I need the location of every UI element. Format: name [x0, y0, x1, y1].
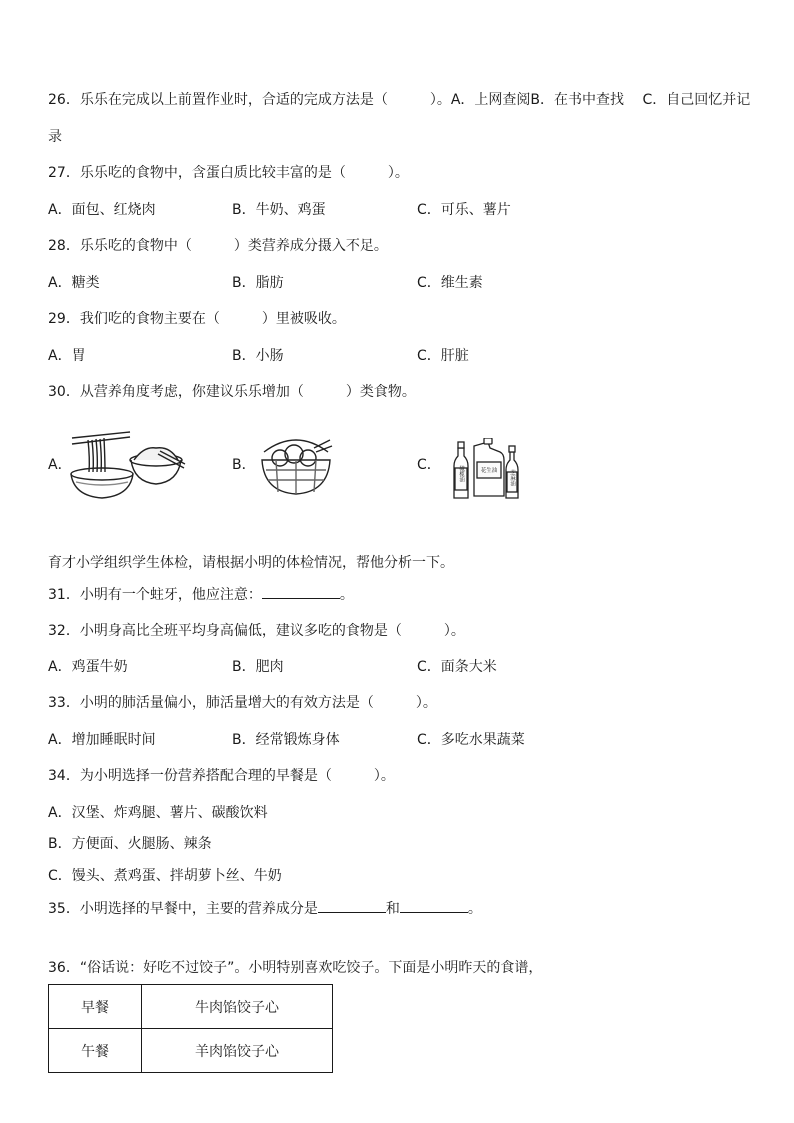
table-row	[49, 985, 333, 1029]
q35-and: 和	[385, 901, 400, 917]
sesame-oil-label: 芝麻油	[509, 469, 515, 487]
olive-oil-label: 橄榄油	[458, 465, 464, 483]
q30-option-b: B．	[232, 457, 256, 473]
q32-stem: 32．小明身高比全班平均身高偏低，建议多吃的食物是（ ）。	[48, 623, 465, 639]
health-check-intro: 育才小学组织学生体检，请根据小明的体检情况，帮他分析一下。	[48, 555, 454, 571]
q31-answer-blank[interactable]	[262, 584, 340, 599]
peanut-oil-label: 花生油	[480, 468, 498, 474]
q32-option-c: C．面条大米	[417, 659, 497, 675]
q31-stem	[48, 584, 354, 605]
q28-option-c: C．维生素	[417, 275, 483, 291]
q34-option-b: B．方便面、火腿肠、辣条	[48, 836, 212, 852]
meal-food: 牛肉馅饺子心	[142, 985, 333, 1029]
q30-option-c: C．	[417, 457, 441, 473]
q27-option-b: B．牛奶、鸡蛋	[232, 202, 326, 218]
meal-name: 早餐	[49, 985, 142, 1029]
q27-option-a: A．面包、红烧肉	[48, 202, 156, 218]
meal-name: 午餐	[49, 1029, 142, 1073]
q32-option-a: A．鸡蛋牛奶	[48, 659, 128, 675]
q29-option-a: A．胃	[48, 348, 86, 364]
q35-stem	[48, 898, 482, 919]
q33-stem: 33．小明的肺活量偏小，肺活量增大的有效方法是（ ）。	[48, 695, 437, 711]
menu-table	[48, 984, 333, 1073]
q34-option-c: C．馒头、煮鸡蛋、拌胡萝卜丝、牛奶	[48, 868, 282, 884]
q29-stem: 29．我们吃的食物主要在（ ）里被吸收。	[48, 311, 346, 327]
q28-option-a: A．糖类	[48, 275, 100, 291]
vegetable-basket-icon	[256, 426, 336, 498]
oil-bottles-icon	[448, 438, 528, 500]
q34-option-a: A．汉堡、炸鸡腿、薯片、碳酸饮料	[48, 805, 268, 821]
q33-option-a: A．增加睡眠时间	[48, 732, 156, 748]
q31-text: 31．小明有一个蛀牙，他应注意：	[48, 587, 262, 603]
q35-answer-blank-1[interactable]	[318, 898, 386, 913]
q30-stem: 30．从营养角度考虑，你建议乐乐增加（ ）类食物。	[48, 384, 416, 400]
q33-option-c: C．多吃水果蔬菜	[417, 732, 525, 748]
q30-option-a: A．	[48, 457, 72, 473]
q33-option-b: B．经常锻炼身体	[232, 732, 340, 748]
q29-option-c: C．肝脏	[417, 348, 469, 364]
q27-option-c: C．可乐、薯片	[417, 202, 511, 218]
q35-answer-blank-2[interactable]	[400, 898, 468, 913]
q32-option-b: B．肥肉	[232, 659, 284, 675]
q36-stem: 36．“俗话说：好吃不过饺子”。小明特别喜欢吃饺子。下面是小明昨天的食谱，	[48, 960, 543, 976]
q35-period: 。	[467, 901, 482, 917]
q34-stem: 34．为小明选择一份营养搭配合理的早餐是（ ）。	[48, 768, 395, 784]
q31-period: 。	[339, 587, 354, 603]
table-row	[49, 1029, 333, 1073]
noodles-rice-icon	[68, 424, 186, 502]
q27-stem: 27．乐乐吃的食物中，含蛋白质比较丰富的是（ ）。	[48, 165, 409, 181]
q26-line2: 录	[48, 129, 62, 145]
q26-line1: 26．乐乐在完成以上前置作业时，合适的完成方法是（ ）。A．上网查阅B．在书中查找 C．自己回忆并记	[48, 92, 751, 108]
q35-text: 35．小明选择的早餐中，主要的营养成分是	[48, 901, 318, 917]
q28-option-b: B．脂肪	[232, 275, 284, 291]
q28-stem: 28．乐乐吃的食物中（ ）类营养成分摄入不足。	[48, 238, 388, 254]
q29-option-b: B．小肠	[232, 348, 284, 364]
meal-food: 羊肉馅饺子心	[142, 1029, 333, 1073]
